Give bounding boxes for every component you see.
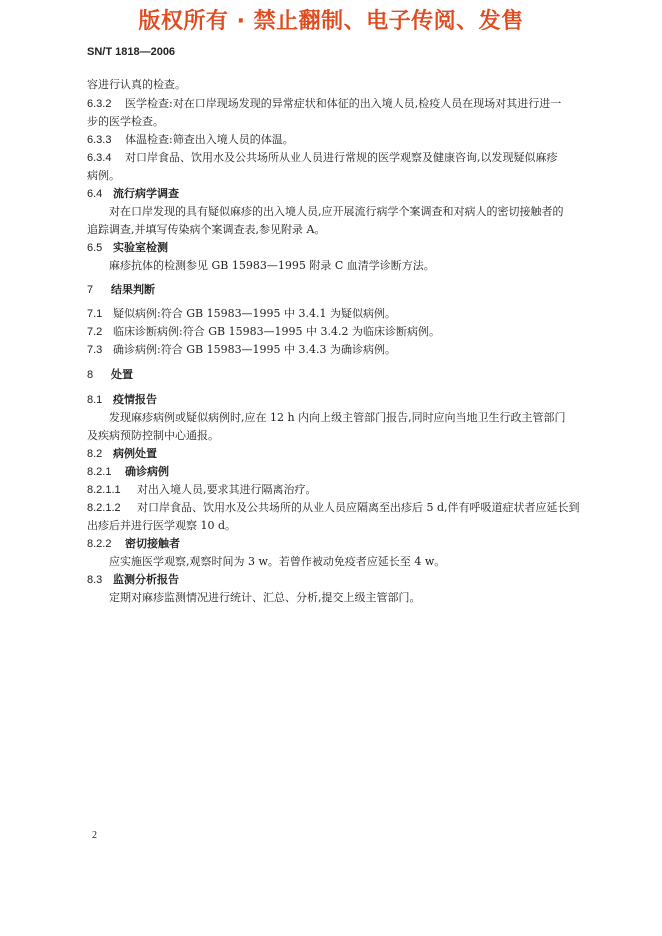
line-text: 容进行认真的检查。 bbox=[87, 78, 186, 91]
section-number: 6.5 bbox=[87, 242, 103, 254]
clause-6-3-2 bbox=[87, 97, 561, 111]
section-title: 监测分析报告 bbox=[113, 573, 179, 586]
section-heading-8-3 bbox=[87, 573, 179, 587]
text-line bbox=[87, 429, 219, 443]
section-heading-8-2-2 bbox=[87, 537, 180, 551]
line-text: 出疹后并进行医学观察 10 d。 bbox=[87, 519, 237, 532]
line-text: 对在口岸发现的具有疑似麻疹的出入境人员,应开展流行病学个案调查和对病人的密切接触者的 bbox=[109, 205, 564, 218]
section-heading-8-1 bbox=[87, 393, 157, 407]
section-number: 8.2.1 bbox=[87, 466, 112, 478]
section-title: 密切接触者 bbox=[125, 537, 180, 550]
section-title: 病例处置 bbox=[113, 447, 157, 460]
line-text: 追踪调查,并填写传染病个案调查表,参见附录 A。 bbox=[87, 223, 326, 236]
page-number: 2 bbox=[92, 830, 97, 841]
section-title: 确诊病例 bbox=[125, 465, 169, 478]
document-code: SN/T 1818—2006 bbox=[87, 46, 176, 58]
text-line bbox=[109, 259, 435, 273]
clause-6-3-3 bbox=[87, 133, 294, 147]
section-heading-6-4 bbox=[87, 187, 179, 201]
clause-number: 8.2.1.1 bbox=[87, 484, 121, 496]
clause-text: 确诊病例:符合 GB 15983—1995 中 3.4.3 为确诊病例。 bbox=[113, 343, 397, 356]
clause-6-3-4 bbox=[87, 151, 558, 165]
clause-number: 7.1 bbox=[87, 308, 103, 320]
clause-number: 8.2.1.2 bbox=[87, 502, 121, 514]
clause-7-2 bbox=[87, 325, 440, 339]
clause-number: 6.3.2 bbox=[87, 98, 112, 110]
clause-8-2-1-2 bbox=[87, 501, 580, 515]
line-text: 发现麻疹病例或疑似病例时,应在 12 h 内向上级主管部门报告,同时应向当地卫生行政主管部门 bbox=[109, 411, 566, 424]
clause-number: 7.3 bbox=[87, 344, 103, 356]
clause-text: 对口岸食品、饮用水及公共场所的从业人员应隔离至出疹后 5 d,伴有呼吸道症状者应延长到 bbox=[137, 501, 580, 514]
section-heading-8-2 bbox=[87, 447, 157, 461]
clause-text: 临床诊断病例:符合 GB 15983—1995 中 3.4.2 为临床诊断病例。 bbox=[113, 325, 441, 338]
clause-7-3 bbox=[87, 343, 396, 357]
section-heading-8-2-1 bbox=[87, 465, 169, 479]
text-line bbox=[87, 223, 325, 237]
section-number: 8.2 bbox=[87, 448, 103, 460]
section-number: 8.1 bbox=[87, 394, 103, 406]
text-line bbox=[87, 115, 164, 129]
clause-text: 疑似病例:符合 GB 15983—1995 中 3.4.1 为疑似病例。 bbox=[113, 307, 397, 320]
text-line bbox=[109, 205, 564, 219]
section-heading-6-5 bbox=[87, 241, 168, 255]
clause-text: 医学检查:对在口岸现场发现的异常症状和体征的出入境人员,检疫人员在现场对其进行进一 bbox=[125, 97, 562, 110]
section-title: 疫情报告 bbox=[113, 393, 157, 406]
line-text: 步的医学检查。 bbox=[87, 115, 164, 128]
clause-text: 对出入境人员,要求其进行隔离治疗。 bbox=[137, 483, 317, 496]
text-line bbox=[87, 78, 186, 92]
section-number: 7 bbox=[87, 284, 94, 296]
section-title: 结果判断 bbox=[111, 283, 155, 296]
clause-8-2-1-1 bbox=[87, 483, 317, 497]
clause-number: 6.3.4 bbox=[87, 152, 112, 164]
clause-number: 7.2 bbox=[87, 326, 103, 338]
section-number: 8.2.2 bbox=[87, 538, 112, 550]
text-line bbox=[109, 411, 566, 425]
section-title: 流行病学调查 bbox=[113, 187, 179, 200]
section-heading-8 bbox=[87, 368, 133, 382]
clause-7-1 bbox=[87, 307, 396, 321]
line-text: 病例。 bbox=[87, 169, 120, 182]
line-text: 定期对麻疹监测情况进行统计、汇总、分析,提交上级主管部门。 bbox=[109, 591, 421, 604]
section-number: 8 bbox=[87, 369, 94, 381]
line-text: 应实施医学观察,观察时间为 3 w。若曾作被动免疫者应延长至 4 w。 bbox=[109, 555, 446, 568]
section-title: 处置 bbox=[111, 368, 133, 381]
section-heading-7 bbox=[87, 283, 155, 297]
clause-text: 对口岸食品、饮用水及公共场所从业人员进行常规的医学观察及健康咨询,以发现疑似麻疹 bbox=[125, 151, 558, 164]
clause-text: 体温检查:筛查出入境人员的体温。 bbox=[125, 133, 294, 146]
text-line bbox=[109, 591, 421, 605]
text-line bbox=[109, 555, 445, 569]
clause-number: 6.3.3 bbox=[87, 134, 112, 146]
line-text: 及疾病预防控制中心通报。 bbox=[87, 429, 219, 442]
text-line bbox=[87, 169, 120, 183]
text-line bbox=[87, 519, 236, 533]
section-number: 6.4 bbox=[87, 188, 103, 200]
copyright-banner: 版权所有 · 禁止翻制、电子传阅、发售 bbox=[138, 9, 524, 34]
section-title: 实验室检测 bbox=[113, 241, 168, 254]
section-number: 8.3 bbox=[87, 574, 103, 586]
line-text: 麻疹抗体的检测参见 GB 15983—1995 附录 C 血清学诊断方法。 bbox=[109, 259, 435, 272]
